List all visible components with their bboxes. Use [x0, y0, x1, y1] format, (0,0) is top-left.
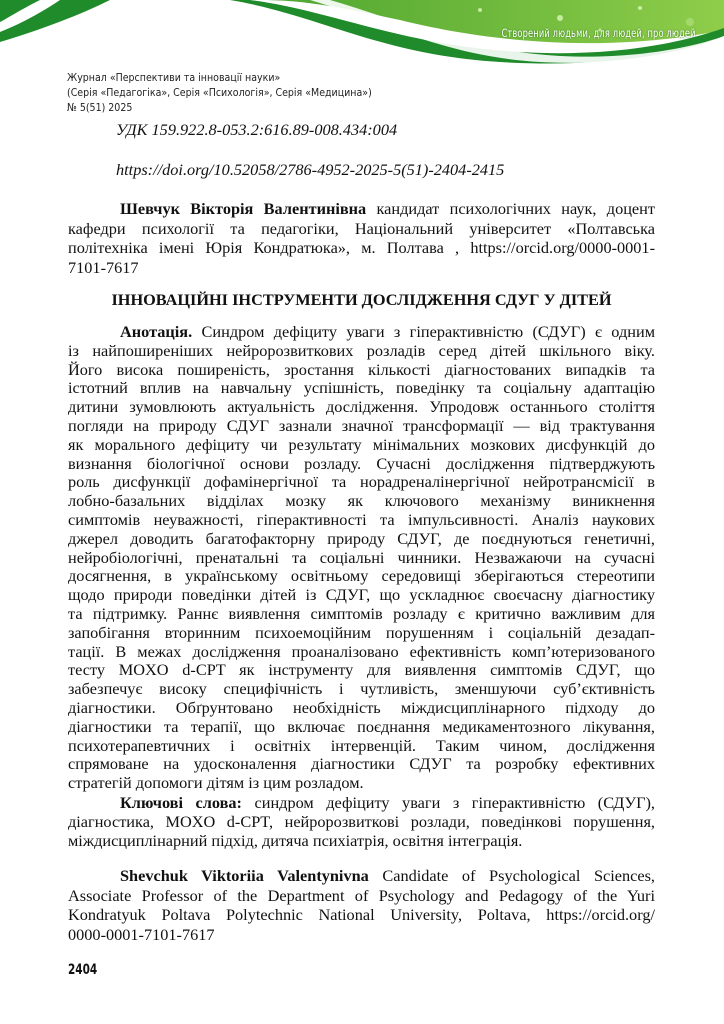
line-text: погляди на природу СДУГ зазнали значної трансформації — від трактування: [68, 416, 655, 435]
line-text: забезпечує високу специфічність і чутливість, зменшуючи суб’єктивність: [68, 680, 655, 699]
text-line: [68, 549, 655, 568]
text-line: [68, 813, 655, 832]
line-text: Синдром дефіциту уваги з гіперактивністю (СДУГ) є одним: [192, 323, 655, 341]
line-text: роль дисфункції дофамінергічної та норадреналінергічної нейротрансмісії в: [68, 473, 655, 492]
text-line: [68, 886, 655, 906]
text-line: [68, 866, 655, 886]
abstract: [68, 323, 655, 793]
line-text: діагностика, MOXO d-CPT, нейророзвиткові розлади, поведінкові порушення,: [68, 812, 655, 831]
line-text: діагностики та терапії, що включає поєднання медикаментозного лікування,: [68, 717, 655, 736]
line-text: діагностики. Обґрунтовано необхідність міждисциплінарного підходу до: [68, 698, 655, 717]
line-text: кандидат психологічних наук, доцент: [366, 199, 655, 218]
line-text: Associate Professor of the Department of Psychology and Pedagogy of the Yuri: [68, 885, 655, 905]
text-line: [68, 699, 655, 718]
line-text: політехніка імені Юрія Кондратюка», м. Полтава , https://orcid.org/0000-0001-: [68, 238, 655, 258]
line-text: симптомів неуважності, гіперактивності та імпульсивності. Аналіз наукових: [68, 510, 655, 529]
text-line: [68, 199, 655, 219]
text-line: [68, 511, 655, 530]
line-text: запобігання вторинним психоемоційним порушенням і соціальній дезадап-: [68, 623, 655, 642]
text-line: [68, 492, 655, 511]
text-line: [68, 925, 655, 945]
text-line: [68, 530, 655, 549]
line-text: Candidate of Psychological Sciences,: [368, 866, 655, 885]
text-line: [68, 323, 655, 342]
text-line: [68, 473, 655, 492]
line-text: та підтримку. Раннє виявлення симптомів розладу є критично важливим для: [68, 604, 655, 623]
text-line: [68, 794, 655, 813]
line-text: істотний вплив на навчальну успішність, поведінку та соціальну адаптацію: [68, 379, 655, 398]
line-text: із найпоширеніших нейророзвиткових розладів серед дітей шкільного віку.: [68, 341, 655, 360]
line-text: тації. В межах дослідження проаналізовано ефективність комп’ютеризованого: [68, 642, 655, 661]
text-line: [68, 398, 655, 417]
article-title: ІННОВАЦІЙНІ ІНСТРУМЕНТИ ДОСЛІДЖЕННЯ СДУГ У ДІТЕЙ: [111, 290, 612, 309]
paragraph-lead: Shevchuk Viktoriia Valentynivna: [120, 866, 369, 885]
line-text: спрямоване на удосконалення діагностики СДУГ та розробку ефективних: [68, 755, 655, 774]
line-text: міждисциплінарний підхід, дитяча психіатрія, освітня інтеграція.: [68, 831, 523, 850]
line-text: тесту MOXO d-CPT як інструменту для виявлення симптомів СДУГ, що: [68, 661, 655, 680]
author-ua: [68, 199, 655, 277]
line-text: Kondratyuk Poltava Polytechnic National University, Poltava, https://orcid.org/: [68, 905, 655, 925]
line-text: 7101-7617: [68, 257, 139, 277]
journal-issue: № 5(51) 2025: [67, 101, 133, 114]
text-line: [68, 258, 655, 278]
text-line: [68, 643, 655, 662]
udk-code: УДК 159.922.8-053.2:616.89-008.434:004: [116, 120, 398, 139]
journal-series: (Серія «Педагогіка», Серія «Психологія», Серія «Медицина»): [67, 86, 372, 99]
journal-name: Журнал «Перспективи та інновації науки»: [67, 71, 281, 84]
line-text: Його висока поширеність, зростання кількості діагностованих випадків та: [68, 360, 655, 379]
text-line: [68, 238, 655, 258]
journal-slogan: Створений людьми, для людей, про людей: [501, 26, 696, 40]
text-line: [68, 379, 655, 398]
text-line: [68, 680, 655, 699]
text-line: [68, 455, 655, 474]
line-text: стратегій допомоги дітям із цим розладом.: [68, 774, 364, 793]
paragraph-lead: Шевчук Вікторія Валентинівна: [120, 199, 367, 218]
text-line: [68, 718, 655, 737]
text-line: [68, 361, 655, 380]
text-line: [68, 605, 655, 624]
line-text: дитини зумовлюють актуальність дослідження. Упродовж останнього століття: [68, 398, 655, 417]
text-line: [68, 755, 655, 774]
line-text: як морального дефіциту чи результату мінімальних мозкових дисфункцій до: [68, 435, 655, 454]
keywords: [68, 794, 655, 850]
line-text: щодо природи поведінки дітей із СДУГ, що ускладнює своєчасну діагностику: [68, 586, 655, 605]
line-text: лобно-базальних відділах мозку як ключового механізму виникнення: [68, 492, 655, 511]
text-line: [68, 219, 655, 239]
text-line: [68, 774, 655, 793]
text-line: [68, 661, 655, 680]
text-line: [68, 832, 655, 851]
line-text: нейробіологічні, пренатальні та соціальні чинники. Незважаючи на сучасні: [68, 548, 655, 567]
text-line: [68, 342, 655, 361]
page-number: 2404: [68, 962, 98, 978]
line-text: 0000-0001-7101-7617: [68, 924, 215, 944]
text-line: [68, 624, 655, 643]
paragraph-lead: Анотація.: [120, 323, 193, 341]
paragraph-lead: Ключові слова:: [120, 794, 242, 812]
line-text: джерел доводить багатофакторну природу СДУГ, де поєднуються генетичні,: [68, 529, 655, 548]
line-text: психотерапевтичних і освітніх інтервенцій. Таким чином, дослідження: [68, 736, 655, 755]
line-text: кафедри психології та педагогіки, Національний університет «Полтавська: [68, 218, 655, 238]
line-text: досягнення, в українському освітньому середовищі зберігаються стереотипи: [68, 567, 655, 586]
author-en: [68, 866, 655, 944]
text-line: [68, 417, 655, 436]
doi-link[interactable]: https://doi.org/10.52058/2786-4952-2025-5(51)-2404-2415: [116, 160, 505, 179]
line-text: визнання біологічної основи розладу. Сучасні дослідження підтверджують: [68, 454, 655, 473]
text-line: [68, 567, 655, 586]
text-line: [68, 737, 655, 756]
text-line: [68, 905, 655, 925]
line-text: синдром дефіциту уваги з гіперактивністю (СДУГ),: [241, 794, 655, 812]
journal-info: [67, 70, 372, 115]
text-line: [68, 436, 655, 455]
text-line: [68, 586, 655, 605]
